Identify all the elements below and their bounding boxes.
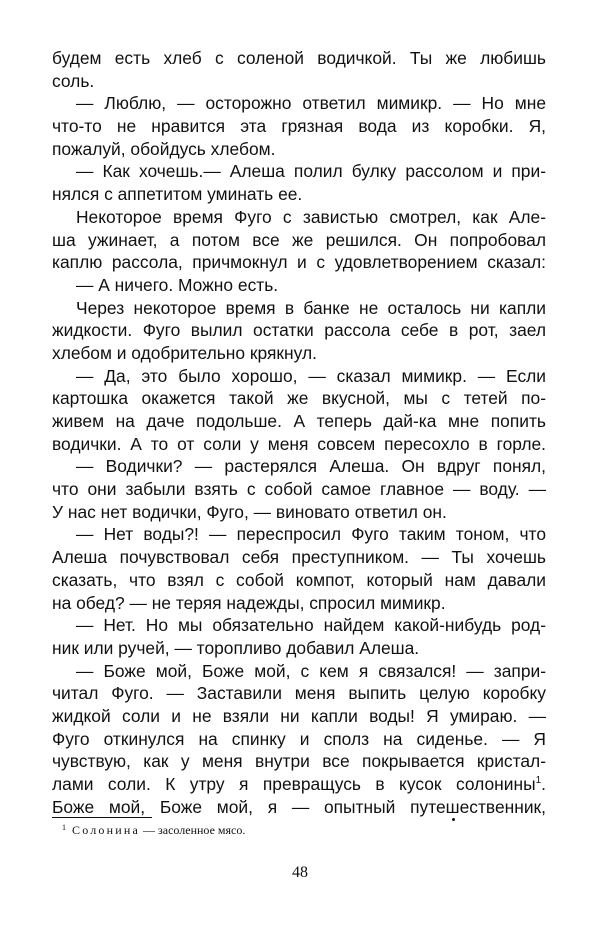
print-speck [452, 818, 455, 821]
footnote [62, 820, 542, 838]
footnote-reference: 1 [535, 775, 542, 786]
text-line: У нас нет водички, Фуго, — виновато ответил он. [52, 501, 447, 522]
text-line: Некоторое время Фуго с завистью смотрел, как Але- [76, 206, 546, 227]
text-line: нялся с аппетитом уминать ее. [52, 184, 303, 205]
text-line: Боже мой, Боже мой, я — опытный путешественник, [52, 796, 546, 817]
text-line: — Нет. Но мы обязательно найдем какой-нибудь род- [76, 615, 546, 636]
footnote-divider [52, 817, 152, 818]
text-line: Через некоторое время в банке не осталось ни капли [76, 297, 546, 318]
text-line: жидкой соли и не взяли ни капли воды! Я умираю. — [52, 705, 546, 726]
text-line: жидкости. Фуго вылил остатки рассола себе в рот, заел [52, 320, 546, 341]
text-line: соль. [52, 70, 95, 91]
text-line: — Нет воды?! — переспросил Фуго таким тоном, что [76, 524, 546, 545]
text-line: Алеша почувствовал себя преступником. — Ты хочешь [52, 547, 546, 568]
text-line: — Как хочешь.— Алеша полил булку рассолом и при- [76, 161, 546, 182]
footnote-term: Солонина [72, 823, 141, 837]
footnote-marker: 1 [62, 823, 66, 832]
text-line: — Да, это было хорошо, — сказал мимикр. — Если [76, 365, 546, 386]
text-line: живем на даче подольше. А теперь дай-ка мне попить [52, 411, 546, 431]
text-line: пожалуй, обойдусь хлебом. [52, 138, 276, 159]
text-line: лами соли. К утру я превращусь в кусок солонины$^1$. [52, 774, 546, 794]
text-line: ша ужинает, а потом все же решился. Он попробовал [52, 229, 546, 250]
text-line: ник или ручей, — торопливо добавил Алеша. [52, 637, 420, 658]
text-line: сказать, что взял с собой компот, который нам давали [52, 569, 546, 590]
text-line: что-то не нравится эта грязная вода из коробки. Я, [52, 116, 546, 137]
text-line-content: лами соли. К утру я превращусь в кусок солонины [52, 774, 536, 794]
text-line: — Водички? — растерялся Алеша. Он вдруг понял, [76, 456, 546, 477]
text-line: водички. А то от соли у меня совсем пересохло в горле. [52, 433, 546, 454]
body-text [52, 47, 546, 818]
text-line: будем есть хлеб с соленой водичкой. Ты же любишь [52, 48, 546, 68]
text-line: на обед? — не теряя надежды, спросил мимикр. [52, 592, 446, 613]
text-line: читал Фуго. — Заставили меня выпить целую коробку [52, 683, 546, 704]
text-line: — Боже мой, Боже мой, с кем я связался! — запри- [76, 660, 546, 681]
text-line: каплю рассола, причмокнул и с удовлетворением сказал: [52, 252, 546, 273]
text-line: хлебом и одобрительно крякнул. [52, 342, 317, 363]
text-line: чувствую, как у меня внутри все покрывается кристал- [52, 751, 546, 772]
footnote-definition: — засоленное мясо. [140, 823, 246, 837]
text-line: Фуго откинулся на спинку и сполз на сиденье. — Я [52, 728, 546, 749]
text-line: — Люблю, — осторожно ответил мимикр. — Но мне [76, 93, 546, 114]
text-line: картошка окажется такой же вкусной, мы с тетей по- [52, 388, 546, 409]
page-number: 48 [292, 864, 308, 881]
text-line: что они забыли взять с собой самое главное — воду. — [52, 479, 546, 500]
text-line: — А ничего. Можно есть. [76, 274, 279, 295]
